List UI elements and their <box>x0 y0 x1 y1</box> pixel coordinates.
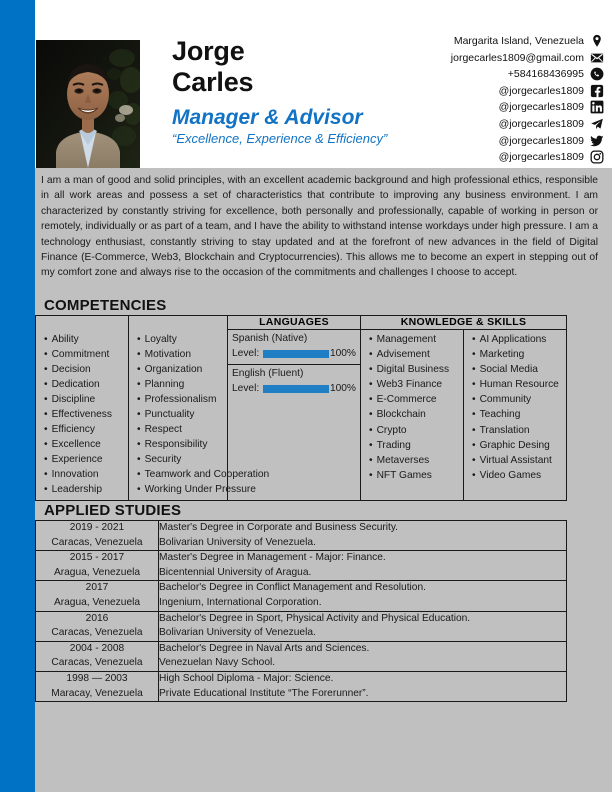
list-item: • Ability <box>36 332 128 347</box>
envelope-icon <box>589 50 604 65</box>
languages-spacer <box>228 399 360 473</box>
language-progress-fill <box>263 385 329 393</box>
profile-summary-text: I am a man of good and solid principles, with an excellent academic background and high professional ethics, responsible in all work areas and possess a set of characteristics that contribute to improving any business environment. I am characterized by constantly striving for excellence, both personally and professionally, capable of working in person or remotely, individually or as part of a team, and I have the ability to withstand intense workdays under high pressure. I am a technology enthusiast, constantly striving to stay updated and at the forefront of new advances in the field of Digital Finance (E-Commerce, Web3, Blockchain and Cryptocurrencies). This allows me to become an expert in stepping out of my comfort zone and always rise to the occasion of the commitments and challenges I choose to accept. <box>41 175 598 279</box>
list-item: • Metaverses <box>361 453 463 468</box>
study-years: 2004 - 2008 <box>69 642 125 654</box>
study-desc-cell <box>159 641 567 671</box>
study-desc-cell <box>159 671 567 701</box>
list-item: • Security <box>129 452 227 467</box>
contact-instagram-text: @jorgecarles1809 <box>498 151 584 164</box>
study-years: 2016 <box>85 612 109 624</box>
table-row <box>36 551 567 581</box>
study-institution: Bicentennial University of Aragua. <box>159 566 312 578</box>
contact-whatsapp[interactable] <box>354 66 604 82</box>
profile-summary <box>35 168 612 287</box>
list-item: • Efficiency <box>36 422 128 437</box>
list-item: • Dedication <box>36 377 128 392</box>
twitter-icon <box>589 133 604 148</box>
study-degree: Master's Degree in Corporate and Business Security. <box>159 522 399 533</box>
contact-instagram[interactable] <box>354 149 604 165</box>
list-item: • Blockchain <box>361 407 463 422</box>
study-place: Aragua, Venezuela <box>53 596 141 608</box>
study-date-cell <box>36 671 159 701</box>
study-place: Aragua, Venezuela <box>53 566 141 578</box>
knowledge-column-2 <box>464 330 567 501</box>
contact-list <box>354 33 604 166</box>
list-item: • Management <box>361 332 463 347</box>
language-name: English (Fluent) <box>232 368 304 379</box>
study-date-cell <box>36 551 159 581</box>
linkedin-icon <box>589 100 604 115</box>
list-item: • Loyalty <box>129 332 227 347</box>
profile-photo <box>36 40 140 168</box>
language-progress-bar <box>263 385 329 393</box>
competencies-blank-head-2 <box>129 316 228 330</box>
study-degree: Bachelor's Degree in Naval Arts and Sciences. <box>159 642 370 654</box>
left-accent-bar <box>0 0 35 792</box>
list-item: • Leadership <box>36 482 128 497</box>
list-item: • AI Applications <box>464 332 566 347</box>
competencies-header-row <box>36 316 567 330</box>
language-progress-bar <box>263 350 329 358</box>
language-progress-fill <box>263 350 329 358</box>
study-date-cell <box>36 521 159 551</box>
study-desc-cell <box>159 521 567 551</box>
list-item: • Virtual Assistant <box>464 453 566 468</box>
knowledge-column-1 <box>361 330 464 501</box>
language-level-row <box>232 382 356 396</box>
study-years: 2019 - 2021 <box>69 522 125 533</box>
contact-facebook[interactable] <box>354 83 604 99</box>
list-item: • Graphic Desing <box>464 438 566 453</box>
study-desc-cell <box>159 611 567 641</box>
study-date-cell <box>36 641 159 671</box>
study-desc-cell <box>159 581 567 611</box>
language-percent: 100% <box>329 383 356 394</box>
list-item: • NFT Games <box>361 468 463 483</box>
language-level-label: Level: <box>232 348 260 359</box>
languages-title: LANGUAGES <box>228 316 361 330</box>
study-years: 2017 <box>85 582 109 594</box>
competencies-blank-head-1 <box>36 316 129 330</box>
contact-email-text: jorgecarles1809@gmail.com <box>450 51 584 64</box>
language-entry-spanish <box>228 330 360 365</box>
list-item: • Discipline <box>36 392 128 407</box>
competencies-column-1 <box>36 330 129 501</box>
list-item: • Digital Business <box>361 362 463 377</box>
list-item: • Professionalism <box>129 392 227 407</box>
contact-telegram[interactable] <box>354 116 604 132</box>
list-item: • Crypto <box>361 423 463 438</box>
competencies-list-1 <box>36 330 128 500</box>
study-degree: Bachelor's Degree in Sport, Physical Activity and Physical Education. <box>159 612 471 624</box>
contact-location-text: Margarita Island, Venezuela <box>453 35 584 47</box>
study-degree: High School Diploma - Major: Science. <box>159 672 334 684</box>
list-item: • Effectiveness <box>36 407 128 422</box>
instagram-icon <box>589 150 604 165</box>
study-date-cell <box>36 581 159 611</box>
study-degree: Bachelor's Degree in Conflict Management and Resolution. <box>159 582 426 594</box>
telegram-icon <box>589 116 604 131</box>
list-item: • Commitment <box>36 347 128 362</box>
contact-linkedin[interactable] <box>354 99 604 115</box>
list-item: • Punctuality <box>129 407 227 422</box>
study-institution: Private Educational Institute “The Forerunner”. <box>159 687 369 699</box>
study-desc-cell <box>159 551 567 581</box>
list-item: • E-Commerce <box>361 392 463 407</box>
competencies-section-title: COMPETENCIES <box>44 297 167 314</box>
list-item: • Innovation <box>36 467 128 482</box>
facebook-icon <box>589 83 604 98</box>
knowledge-list-2 <box>464 330 566 485</box>
study-years: 2015 - 2017 <box>69 552 125 564</box>
list-item: • Decision <box>36 362 128 377</box>
list-item: • Advisement <box>361 347 463 362</box>
applied-studies-table <box>35 520 567 702</box>
competencies-body-row <box>36 330 567 501</box>
table-row <box>36 611 567 641</box>
language-level-row <box>232 347 356 361</box>
list-item: • Respect <box>129 422 227 437</box>
list-item: • Community <box>464 392 566 407</box>
list-item: • Translation <box>464 423 566 438</box>
list-item: • Motivation <box>129 347 227 362</box>
study-place: Caracas, Venezuela <box>51 627 143 639</box>
study-degree: Master's Degree in Management - Major: Finance. <box>159 552 386 564</box>
tagline: “Excellence, Experience & Efficiency” <box>172 131 388 146</box>
list-item: • Teaching <box>464 407 566 422</box>
list-item: • Marketing <box>464 347 566 362</box>
studies-section-title: APPLIED STUDIES <box>44 502 182 519</box>
study-place: Maracay, Venezuela <box>51 687 143 699</box>
table-row <box>36 521 567 551</box>
contact-whatsapp-text: +584168436995 <box>507 68 584 81</box>
contact-location[interactable] <box>354 33 604 49</box>
study-years: 1998 — 2003 <box>66 672 128 684</box>
whatsapp-icon <box>589 67 604 82</box>
contact-linkedin-text: @jorgecarles1809 <box>498 101 584 114</box>
study-place: Caracas, Venezuela <box>51 657 143 669</box>
contact-facebook-text: @jorgecarles1809 <box>498 84 584 97</box>
table-row <box>36 581 567 611</box>
knowledge-list-1 <box>361 330 463 485</box>
list-item: • Teamwork and Cooperation <box>129 467 227 482</box>
study-date-cell <box>36 611 159 641</box>
list-item: • Experience <box>36 452 128 467</box>
contact-twitter-text: @jorgecarles1809 <box>498 134 584 147</box>
list-item: • Human Resource <box>464 377 566 392</box>
study-institution: Bolivarian University of Venezuela. <box>159 536 316 548</box>
last-name: Carles <box>172 67 254 97</box>
location-pin-icon <box>589 34 604 49</box>
contact-telegram-text: @jorgecarles1809 <box>498 117 584 130</box>
study-institution: Ingenium, International Corporation. <box>159 596 322 608</box>
job-title: Manager & Advisor <box>172 106 363 129</box>
table-row <box>36 641 567 671</box>
knowledge-title: KNOWLEDGE & SKILLS <box>361 316 567 330</box>
list-item: • Web3 Finance <box>361 377 463 392</box>
list-item: • Excellence <box>36 437 128 452</box>
list-item: • Video Games <box>464 468 566 483</box>
list-item: • Responsibility <box>129 437 227 452</box>
table-row <box>36 671 567 701</box>
study-institution: Venezuelan Navy School. <box>159 657 276 669</box>
language-entry-english <box>228 365 360 399</box>
language-percent: 100% <box>329 348 356 359</box>
contact-email[interactable] <box>354 50 604 66</box>
study-place: Caracas, Venezuela <box>51 536 143 548</box>
list-item: • Trading <box>361 438 463 453</box>
list-item: • Planning <box>129 377 227 392</box>
competencies-table <box>35 315 567 501</box>
list-item: • Social Media <box>464 362 566 377</box>
study-institution: Bolivarian University of Venezuela. <box>159 627 316 639</box>
list-item: • Working Under Pressure <box>129 482 227 497</box>
list-item: • Organization <box>129 362 227 377</box>
language-level-label: Level: <box>232 383 260 394</box>
language-name: Spanish (Native) <box>232 333 308 344</box>
contact-twitter[interactable] <box>354 133 604 149</box>
first-name: Jorge <box>172 36 245 66</box>
